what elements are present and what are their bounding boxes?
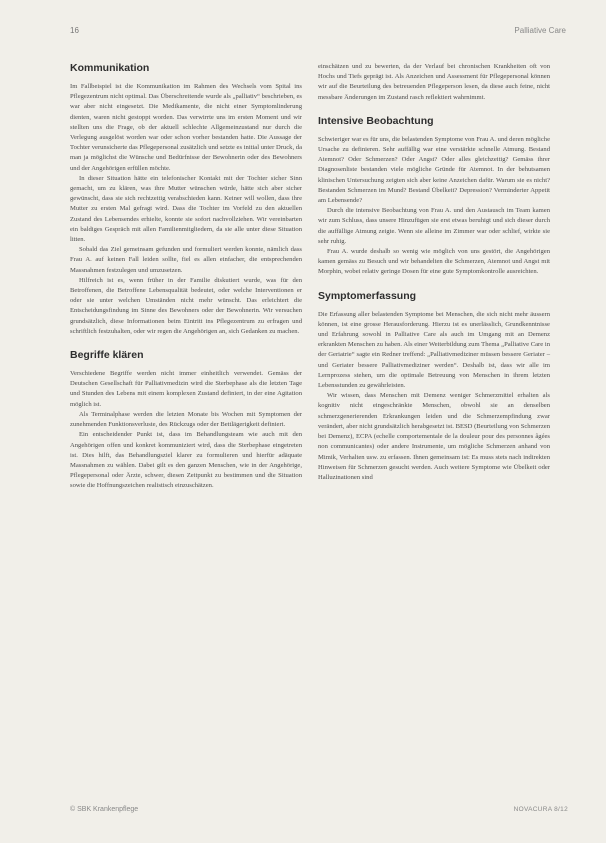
paragraph: Die Erfassung aller belastenden Symptome bei Menschen, die sich nicht mehr äussern können, ist eine grosse Herausforderung. Hierzu ist es unerlässlich, Grundkenntnisse und Erfahrung sowohl in Palliative Care als auch im Umgang mit an Demenz erkrankten Menschen zu haben. Als einer Weiterbildung zum Thema „Palliative Care in der Geriatrie“ sagte ein Redner treffend: „Palliativmediziner müssen bessere Geriater – und Geriater bessere Palliativmediziner werden“. Deshalb ist, dass wir alle im Lernprozess stehen, um die optimale Betreuung von Menschen in ihrem letzten Lebensstunden zu gewährleisten. [318,310,550,390]
paragraph: Sobald das Ziel gemeinsam gefunden und formuliert werden konnte, nämlich dass Frau A. auf keinen Fall leiden sollte, fiel es allen einfacher, die entsprechenden Massnahmen festzulegen und umzusetzen. [70,246,302,274]
paragraph: Wir wissen, dass Menschen mit Demenz weniger Schmerzmittel erhalten als kognitiv nicht eingeschränkte Menschen, obwohl sie an denselben schmerzgenerierenden Erkrankungen leiden und die Schmerzempfindung zwar verändert, aber nicht grundsätzlich herabgesetzt ist. BESD (Beurteilung von Schmerzen bei Demenz), ECPA (echelle comportementale de la douleur pour des personnes âgées non communicantes) oder andere Instrumente, um mögliche Schmerzen anhand von Mimik, Verhalten usw. zu erfassen. Ihnen gemeinsam ist: Es muss stets nach indirekten Hinweisen für Schmerzen gesucht werden. Auch weitere Symptome wie Übelkeit oder Halluzinationen sind [318,392,550,481]
footer-right: NOVACURA 8/12 [513,806,568,813]
left-column [70,62,302,492]
right-column [318,62,550,483]
paragraph: Ein entscheidender Punkt ist, dass im Behandlungsteam wie auch mit den Angehörigen offen und konkret kommuniziert wird, dass die Sterbephase eingetreten ist. Dies hilft, das Behandlungsziel klarer zu formulieren und hierfür adäquate Massnahmen zu wählen. Dabei gilt es den ganzen Menschen, wie in der Angehörige, Pflegepersonal oder Ärzte, schwer, diesen Zeitpunkt zu bestimmen und die Situation sowie die Hoffnungszeichen realistisch einzuschätzen. [70,431,302,490]
paragraph: Hilfreich ist es, wenn früher in der Familie diskutiert wurde, was für den Betroffenen, die Betroffene Lebensqualität bedeutet, oder welche Interventionen er oder sie unter welchen Umständen nicht mehr wünscht. Das erleichtert die Entscheidungsfindung im Sinne des Bewohners oder der Bewohnerin. Wir versuchen grundsätzlich, diese Informationen beim Eintritt ins Pflegezentrum zu erfragen und schriftlich festzuhalten, oder wir regen die Angehörigen an, sich Gedanken zu machen. [70,276,302,335]
paragraph: Schwieriger war es für uns, die belastenden Symptome von Frau A. und deren mögliche Ursache zu definieren. Sehr auffällig war eine verstärkte schnelle Atmung. Bestand Atemnot? Oder Schmerzen? Oder Angst? Oder alles gleichzeitig? Gemäss ihrer Diagnosenliste bestanden viele mögliche Gründe für Atemnot. In der behutsamen klinischen Untersuchung zeigten sich aber keine Anzeichen dafür. Warum sie es nicht? Bestanden Schmerzen im Mund? Bestand Übelkeit? Depression? Verminderter Appetit am Lebensende? [318,135,551,205]
paragraph: Im Fallbeispiel ist die Kommunikation im Rahmen des Wechsels vom Spital ins Pflegezentrum nicht optimal. Das Überschreitende wurde als „palliativ“ beschrieben, es war aber nicht eingesetzt. Die Medikamente, die nicht einer Symptomlinderung dienten, waren nicht gestoppt worden. Das verwirrte uns im ersten Moment und wir stellten uns die Frage, ob der aktuell schlechte Allgemeinzustand nur durch die Verlegung ausgelöst worden war oder schon vorher bestanden hatte. Die Aussage der Tochter verunsicherte das Pflegepersonal zusätzlich und setzte es initial unter Druck, da man ja möglichst die Wünsche und Bedürfnisse der Bewohnerin oder des Bewohners und der Angehörigen erfüllen möchte. [70,83,302,172]
section-title-symptomerfassung: Symptomerfassung [318,289,417,302]
paragraph: Durch die intensive Beobachtung von Frau A. und den Austausch im Team kamen wir zum Schluss, dass unsere Hinzufügen sie erst etwas beruhigt und sich dieser durch die auffällige Atmung zeigte. Wenn sie alleine im Zimmer war oder schlief, wirkte sie sehr ruhig. [318,207,550,245]
paragraph: Frau A. wurde deshalb so wenig wie möglich von uns gestört, die Angehörigen kamen gemäss zu Besuch und wir behandelten die Schmerzen, Atemnot und Angst mit Morphin, wobei relativ geringe Dosen für eine gute Symptomkontrolle ausreichten. [318,248,550,276]
paragraph: einschätzen und zu bewerten, da der Verlauf bei chronischen Krankheiten oft von Hochs und Tiefs geprägt ist. Als Anzeichen und Assessment für Pflegepersonal können wir auf die Beurteilung des betreuenden Pflegeperson lesen, da diese auch feine, nicht messbare Änderungen im Zustand rasch reflektiert wahrnimmt. [318,63,550,101]
footer-left: © SBK Krankenpflege [70,806,139,813]
page-number: 16 [70,26,79,35]
paragraph: Verschiedene Begriffe werden nicht immer einheitlich verwendet. Gemäss der Deutschen Gesellschaft für Palliativmedizin wird die Sterbephase als die letzten Tage und Stunden des Lebens mit einem komplexen Zustand definiert, in der eine Agitation möglich ist. [70,370,302,408]
paragraph: Als Terminalphase werden die letzten Monate bis Wochen mit Symptomen der zunehmenden Funktionsverluste, des Rückzugs oder der Bettlägerigkeit definiert. [70,410,302,429]
section-title-intensive-beobachtung: Intensive Beobachtung [318,114,434,127]
paragraph: In dieser Situation hätte ein telefonischer Kontakt mit der Tochter sicher Sinn gemacht, um zu klären, was ihre Mutter wünschen würde, hätte sich aber sicher gewünscht, dass sie sich rechtzeitig verabschieden kann. Keiner will wollen, dass ihre Mutter zu ersten Mal gefragt wird. Dass die Tochter im Vorfeld zu den aktuellen Zustand des Lebensendes erhielte, konnte sie sofort nachvollziehen. Wir vereinbarten ein baldiges Gespräch mit allen Familienmitgliedern, da sie alle unter diese Situation litten. [70,174,302,244]
section-title-kommunikation: Kommunikation [70,62,150,74]
section-title-begriffe-klaeren: Begriffe klären [70,349,144,362]
running-head: Palliative Care [514,26,566,35]
